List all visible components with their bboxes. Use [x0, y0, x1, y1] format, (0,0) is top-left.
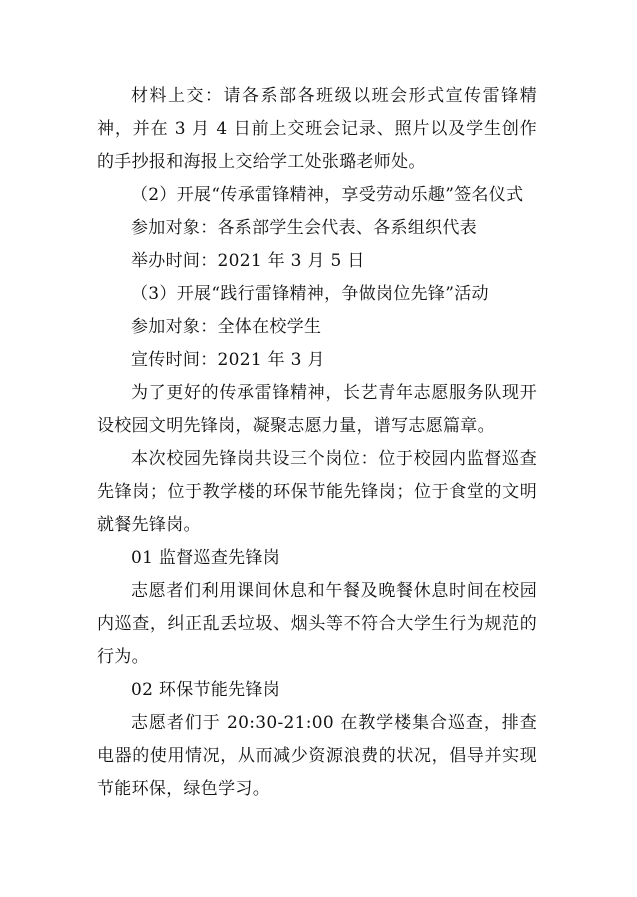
paragraph-post-01: 志愿者们利用课间休息和午餐及晚餐休息时间在校园内巡查，纠正乱丢垃圾、烟头等不符合大学生行为规范的行为。	[97, 581, 537, 667]
paragraph-item-3-title: （3）开展“践行雷锋精神，争做岗位先锋”活动	[131, 284, 489, 304]
paragraph-item-2-time: 举办时间：2021 年 3 月 5 日	[131, 251, 365, 271]
document-body	[97, 80, 537, 806]
paragraph-item-2-title: （2）开展“传承雷锋精神，享受劳动乐趣”签名仪式	[131, 185, 524, 205]
paragraph-materials-submission: 材料上交：请各系部各班级以班会形式宣传雷锋精神，并在 3 月 4 日前上交班会记录、照片以及学生创作的手抄报和海报上交给学工处张璐老师处。	[97, 86, 537, 172]
paragraph-posts-overview: 本次校园先锋岗共设三个岗位：位于校园内监督巡查先锋岗；位于教学楼的环保节能先锋岗；位于食堂的文明就餐先锋岗。	[97, 449, 537, 535]
heading-post-02: 02 环保节能先锋岗	[131, 680, 281, 700]
paragraph-intro: 为了更好的传承雷锋精神，长艺青年志愿服务队现开设校园文明先锋岗，凝聚志愿力量，谱写志愿篇章。	[97, 383, 537, 436]
paragraph-item-3-participants: 参加对象：全体在校学生	[131, 317, 322, 337]
heading-post-01: 01 监督巡查先锋岗	[131, 548, 281, 568]
paragraph-post-02: 志愿者们于 20:30-21:00 在教学楼集合巡查，排查电器的使用情况，从而减少资源浪费的状况，倡导并实现节能环保，绿色学习。	[97, 713, 537, 799]
paragraph-item-3-time: 宣传时间：2021 年 3 月	[131, 350, 325, 370]
paragraph-item-2-participants: 参加对象：各系部学生会代表、各系组织代表	[131, 218, 477, 238]
